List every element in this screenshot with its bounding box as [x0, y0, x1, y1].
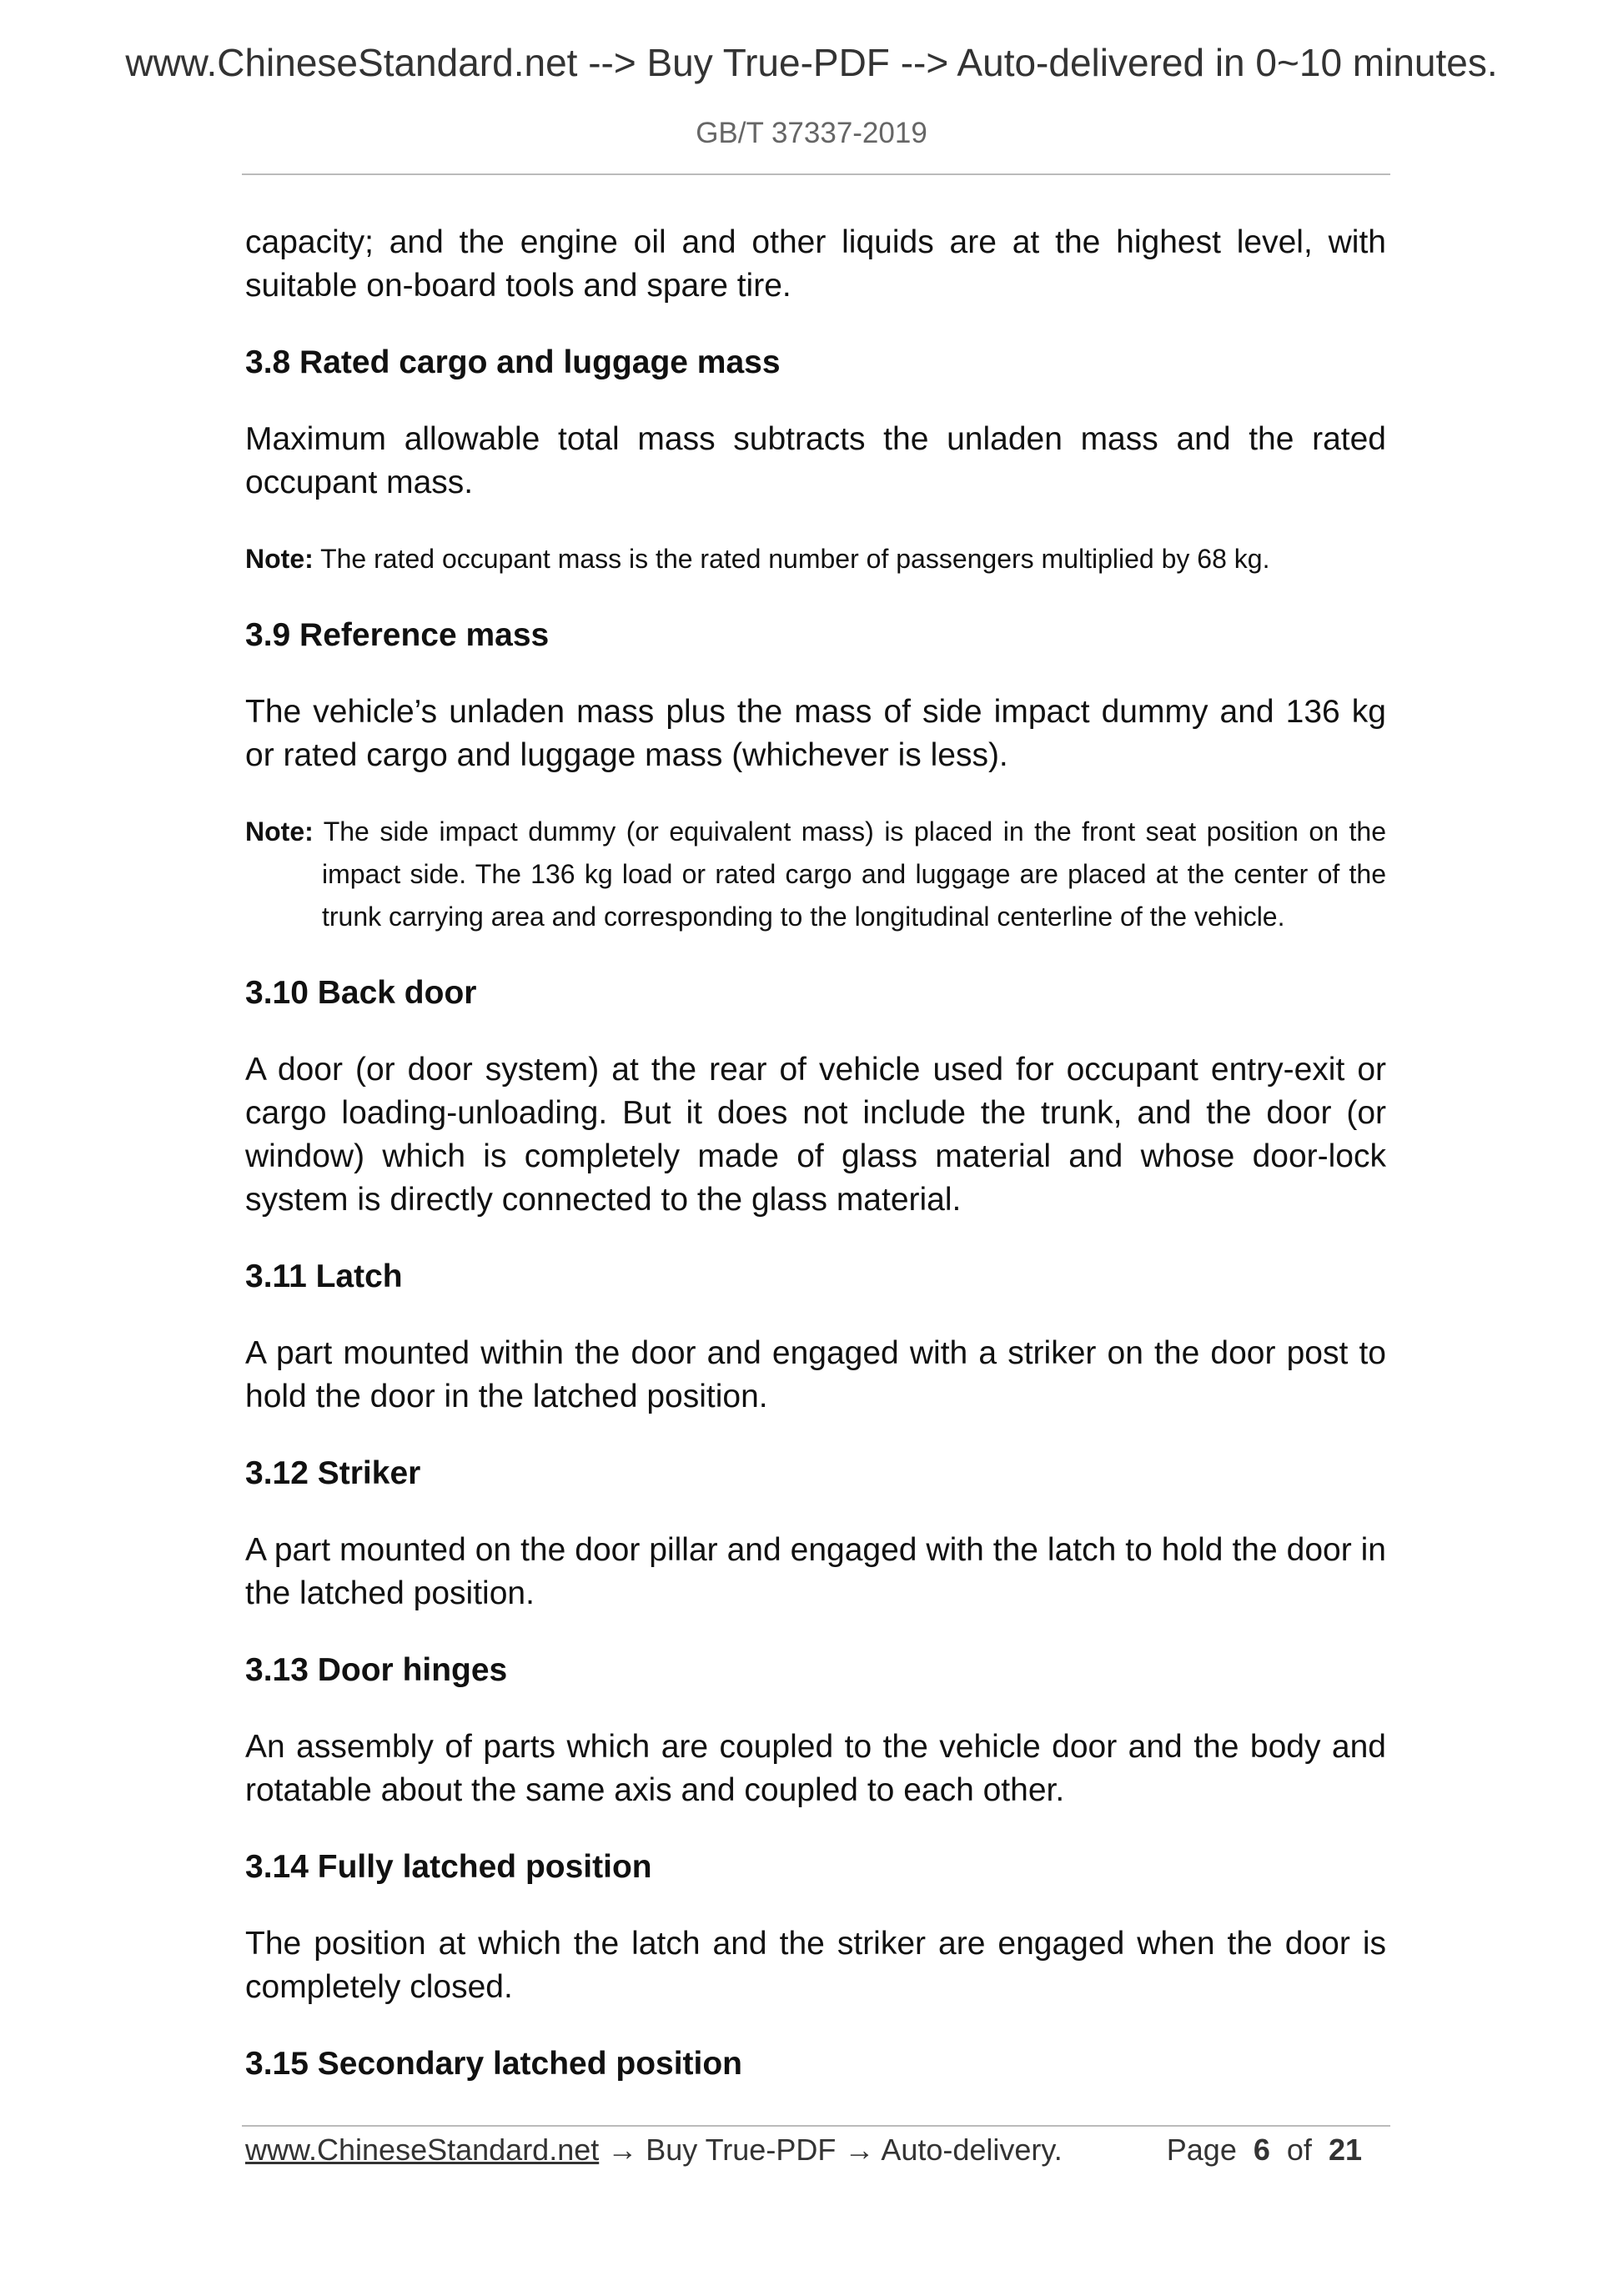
footer-site-link[interactable]: www.ChineseStandard.net [245, 2133, 600, 2167]
definition-text-3-8: Maximum allowable total mass subtracts the unladen mass and the rated occupant mass. [245, 421, 1386, 500]
page-indicator [1167, 2133, 1362, 2168]
definition-text-3-14: The position at which the latch and the striker are engaged when the door is completely closed. [245, 1926, 1386, 2005]
section-heading-3-13: 3.13 Door hinges [245, 1652, 508, 1688]
definition-text-3-9: The vehicle’s unladen mass plus the mass of side impact dummy and 136 kg or rated cargo and luggage mass (whichever is less). [245, 694, 1386, 773]
page-word: Page [1166, 2133, 1237, 2167]
page-footer [245, 2133, 1390, 2168]
section-heading-3-15: 3.15 Secondary latched position [245, 2046, 743, 2082]
section-heading-3-10: 3.10 Back door [245, 975, 477, 1011]
section-heading-3-11: 3.11 Latch [245, 1259, 403, 1294]
header-divider [242, 173, 1390, 175]
page-body [245, 221, 1386, 2086]
note-3-8 [245, 538, 1386, 580]
section-heading-3-8: 3.8 Rated cargo and luggage mass [245, 344, 781, 380]
document-id: GB/T 37337-2019 [696, 117, 927, 149]
definition-text-3-12: A part mounted on the door pillar and engaged with the latch to hold the door in the latched position. [245, 1532, 1386, 1611]
footer-promo-text: → Buy True-PDF → Auto-delivery. [599, 2133, 1063, 2167]
definition-text-3-11: A part mounted within the door and engaged with a striker on the door post to hold the door in the latched position. [245, 1335, 1386, 1414]
note-label: Note: [245, 816, 314, 847]
continued-paragraph: capacity; and the engine oil and other liquids are at the highest level, with suitable on-board tools and spare tire. [245, 224, 1386, 304]
of-word: of [1286, 2133, 1312, 2167]
section-heading-3-12: 3.12 Striker [245, 1455, 421, 1491]
section-heading-3-14: 3.14 Fully latched position [245, 1849, 652, 1885]
top-banner: www.ChineseStandard.net --> Buy True-PDF --> Auto-delivered in 0~10 minutes. [125, 41, 1498, 84]
note-text: The rated occupant mass is the rated number of passengers multiplied by 68 kg. [320, 544, 1270, 574]
definition-text-3-10: A door (or door system) at the rear of vehicle used for occupant entry-exit or cargo loading-unloading. But it does not include the trunk, and the door (or window) which is completely made of glass material and whose door-lock system is directly connected to the glass material. [245, 1052, 1386, 1218]
definition-text-3-13: An assembly of parts which are coupled to the vehicle door and the body and rotatable about the same axis and coupled to each other. [245, 1729, 1386, 1808]
section-heading-3-9: 3.9 Reference mass [245, 617, 550, 653]
note-3-9 [245, 811, 1386, 938]
footer-divider [242, 2125, 1390, 2127]
page-current: 6 [1253, 2133, 1270, 2167]
note-text: The side impact dummy (or equivalent mass) is placed in the front seat position on the impact side. The 136 kg load or rated cargo and luggage are placed at the center of the trunk carrying area and corresponding to the longitudinal centerline of the vehicle. [322, 816, 1387, 932]
note-label: Note: [245, 544, 314, 574]
page-total: 21 [1328, 2133, 1362, 2167]
